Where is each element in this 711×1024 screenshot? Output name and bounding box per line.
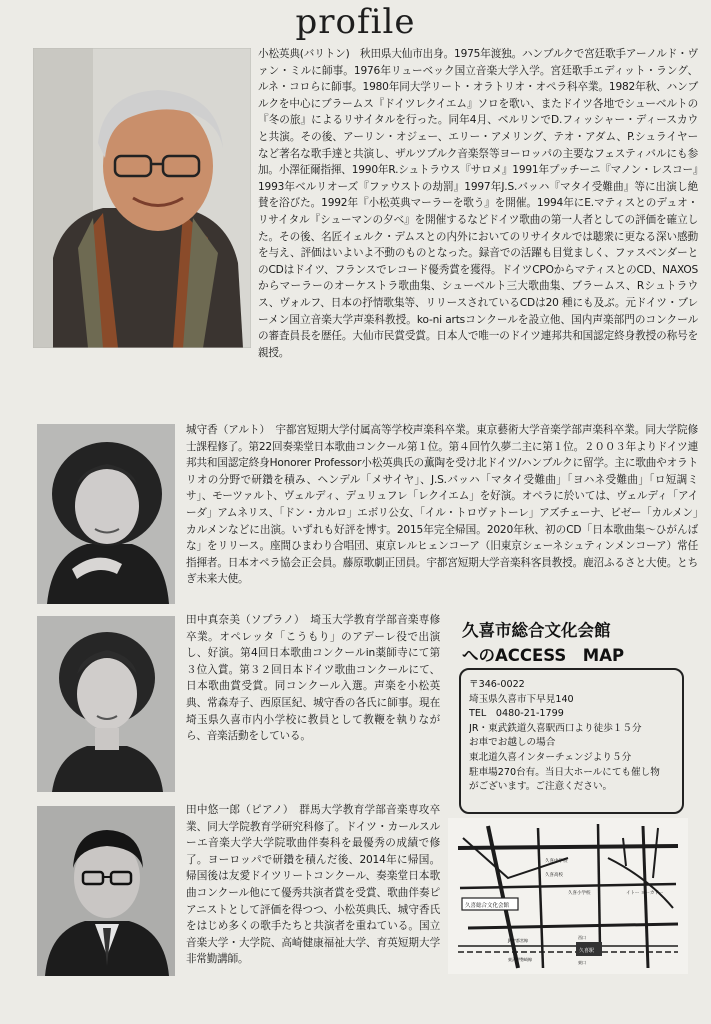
page-title: profile: [295, 2, 416, 42]
access-info-box: [459, 668, 684, 814]
map-label-jr-line: JR宇都宮線: [508, 938, 528, 943]
bio-baritone-name: 小松英典(バリトン): [258, 48, 350, 60]
pianist-photo: [37, 806, 175, 976]
postal-code: 〒346-0022: [469, 679, 525, 690]
map-label-yorkmart: イトー ヨーカドー: [626, 891, 664, 896]
bio-baritone-text: 秋田県大仙市出身。1975年渡独。ハンブルクで宮廷歌手アーノルド・ヴァン・ミルに師事。1976年リューベック国立音楽大学入学。宮廷歌手エディット・ラング、ルネ・コロらに師事。1980年同大学リート・オラトリオ・オペラ科卒業。1982年秋、ハンブルクを中心にブラームス『ドイツレクイエム』ソロを歌い、またドイツ各地でシューベルトの『冬の旅』によるリサイタルを行った。同年4月、ベルリンでD.フィッシャー・ディースカウと共演。その後、アーリン・オジェー、エリー・アメリング、テオ・アダム、P.シュライヤーなど著名な歌手達と共演し、ザルツブルク音楽祭等ヨーロッパの主要なフェスティバルにも参加。小澤征爾指揮、1990年R.シュトラウス『サロメ』1991年プッチーニ『マノン・レスコー』1993年ベルリオーズ『ファウストの劫罰』1997年J.S.バッハ『マタイ受難曲』等に出演し絶賛を浴びた。1992年『小松英典マーラーを歌う』を開催。1994年にE.マティスとのデュオ・リサイタル『シューマンの夕べ』を開催するなどドイツ歌曲の第一人者としての評価を確立した。その後、名匠イェルク・デムスとの内外においてのリサイタルでは聴衆に更なる深い感動を与え、評価はいよいよ不動のものとなった。録音での活躍も目覚ましく、ファスベンダーとのCDはドイツ、フランスでレコード優秀賞を獲得。ドイツCPOからマティスとのCD、NAXOSからマーラーのオーケストラ歌曲集、シューベルト三大歌曲集、ブラームス、Rシュトラウス、ヴォルフ、日本の抒情歌集等、リリースされているCDは20 種にも及ぶ。元ドイツ・ブレーメン国立音楽大学声楽科教授。ko-ni artsコンクールを設立他、国内声楽部門のコンクールの審査員長を歴任。大仙市民賞受賞。日本人で唯一のドイツ連邦共和国認定終身教授の称号を親授。: [258, 48, 698, 359]
bio-baritone: [258, 46, 698, 361]
map-label-east-exit: 東口: [578, 960, 586, 965]
bio-soprano-name: 田中真奈美（ソプラノ）: [186, 614, 300, 626]
telephone: TEL 0480-21-1799: [469, 708, 564, 720]
bio-alto-text: 宇都宮短期大学付属高等学校声楽科卒業。東京藝術大学音楽学部声楽科卒業。同大学院修士課程修了。第22回奏楽堂日本歌曲コンクール第１位。第４回竹久夢二主に第１位。２００３年よりドイツ連邦共和国認定終身Honorer Professor小松英典氏の薫陶を受け北ドイツ/ハンブルクに留学。主に歌曲やオラトリオの分野で研鑽を積み、ヘンデル「メサイヤ」、J.S.バッハ「マタイ受難曲」「ヨハネ受難曲」「ロ短調ミサ」、モーツァルト、ヴェルディ、デュリュフレ「レクイエム」を好演。オペラに於いては、ヴェルディ「アイーダ」アムネリス、「ドン・カルロ」エボリ公女、「イル・トロヴァトーレ」アズチェーナ、ビゼー「カルメン」カルメンなどに出演。いずれも好評を博す。2015年完全帰国。2020年秋、初のCD「日本歌曲集～ひがんばな」をリリース。座間ひまわり合唱団、東京レルヒェンコーア（旧東京シェーネシュティンメンコーア）常任指揮者。日本オペラ協会正会員。藤原歌劇正団員。宇都宮短期大学音楽科客員教授。鹿沼ふるさと大使。とちぎ未来大使。: [186, 424, 699, 586]
access-title-line1: 久喜市総合文化会館: [462, 621, 611, 640]
bio-alto-name: 城守香（アルト）: [186, 424, 265, 436]
bio-alto: [186, 422, 698, 588]
soprano-photo: [37, 616, 175, 792]
direction-line: JR・東武鉄道久喜駅西口より徒歩１５分: [469, 722, 642, 734]
map-label-tobu-line: 東武伊勢崎線: [508, 957, 532, 962]
alto-photo: [37, 424, 175, 604]
bio-pianist-name: 田中悠一郎（ピアノ）: [186, 804, 289, 816]
map-label-school-1: 久喜中学校: [545, 859, 568, 864]
bio-pianist-text: 群馬大学教育学部音楽専攻卒業、同大学院教育学研究科修了。ドイツ・カールスルーエ音楽大学大学院歌曲伴奏科を最優秀の成績で修了。ヨーロッパで研鑽を積んだ後、2014年に帰国。帰国後は友愛ドイツリートコンクール、奏楽堂日本歌曲コンクール他にて優秀共演者賞を受賞、歌曲伴奏ピアニストとして評価を得つつ、小松英典氏、城守香氏をはじめ多くの歌手たちと共演者を重ねている。国立音楽大学・大学院、高崎健康福祉大学、育英短期大学非常勤講師。: [186, 804, 440, 966]
map-label-station: 久喜駅: [579, 948, 595, 954]
bio-soprano-text: 埼玉大学教育学部音楽専修卒業。オペレッタ「こうもり」のアデーレ役で出演し、好演。第4回日本歌曲コンクールin薬師寺にて第３位入賞。第３２回日本ドイツ歌曲コンクールにて、日本歌曲賞受賞。同コンクール入選。声楽を小松英典、常森寿子、西原匡紀、城守香の各氏に師事。現在埼玉県久喜市内小学校に教員として教鞭を執りながら、音楽活動をしている。: [186, 614, 440, 743]
map-label-hall: 久喜総合文化会館: [465, 903, 510, 909]
direction-line: 駐車場270台有。当日大ホールにても催し物: [469, 766, 660, 778]
map-label-school-3: 久喜小学校: [568, 891, 591, 896]
bio-pianist: [186, 802, 440, 968]
access-map-title: [462, 618, 672, 668]
map-label-west-exit: 西口: [578, 935, 586, 940]
access-title-line2: へのACCESS MAP: [462, 646, 625, 665]
direction-line: がございます。ご注意ください。: [469, 781, 613, 793]
direction-line: 東北道久喜インターチェンジより５分: [469, 751, 632, 763]
address: 埼玉県久喜市下早見140: [469, 693, 574, 705]
bio-soprano: [186, 612, 440, 745]
baritone-photo: [33, 48, 251, 348]
direction-line: お車でお越しの場合: [469, 737, 556, 749]
access-map: [448, 818, 688, 974]
map-label-school-2: 久喜高校: [545, 873, 563, 878]
